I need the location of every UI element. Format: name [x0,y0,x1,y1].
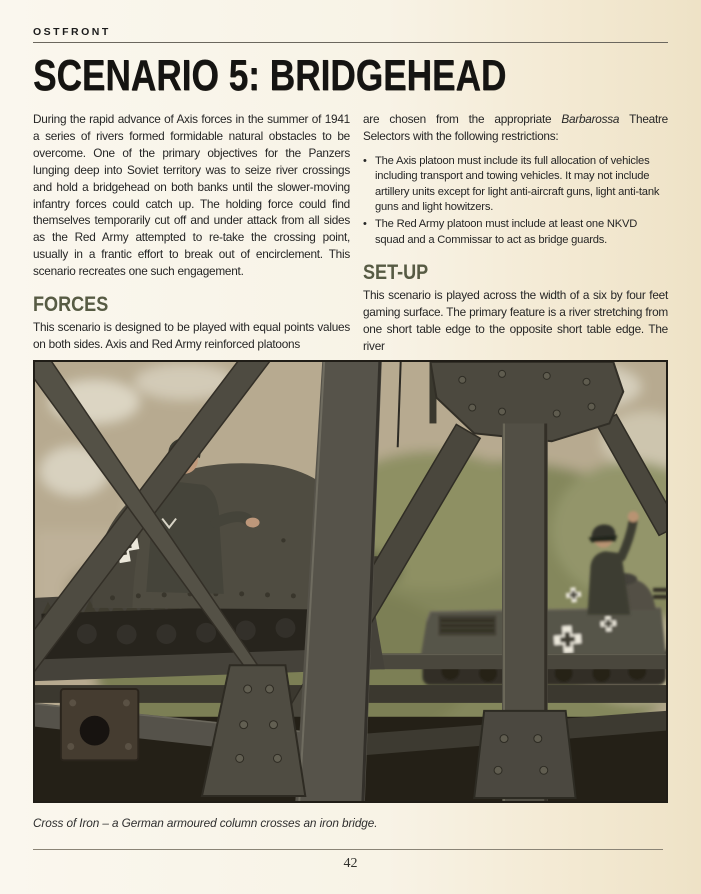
barbarossa-italic: Barbarossa [561,112,620,126]
restrictions-list [363,154,668,248]
anchor-plate [61,689,139,760]
forces-heading: FORCES [33,293,109,317]
page-number: 42 [343,856,358,871]
forces-cont-pre: are chosen from the appropriate [363,112,562,126]
restriction-item-axis: • The Axis platoon must include its full allocation of vehicles including transport and towing vehicles. It may not include artillery units except for light anti-aircraft guns, light anti-tank guns and light howitzers. [363,154,668,216]
left-column [33,111,350,355]
bridge-photo-illustration [35,362,666,801]
forces-cont-post: Theatre Selectors with the following restrictions: [363,112,668,143]
right-column [363,111,668,355]
intro-paragraph: During the rapid advance of Axis forces in the summer of 1941 a series of rivers formed formidable natural obstacles to be overcome. One of the primary objectives for the Panzers lunging deep into Soviet territory was to seize river crossings and hold a bridgehead on both banks until the slower-moving infantry forces could catch up. The holding force could find themselves temporarily cut off and under attack from all sides as the Red Army attempted to re-take the crossing point, usually in a frantic effort to break out of encirclement. This scenario recreates one such engagement. [33,112,350,279]
header-rule [33,42,668,43]
setup-paragraph: This scenario is played across the width of a six by four feet gaming surface. The primary feature is a river stretching from one short table edge to the opposite short table edge. The river [363,288,668,353]
footer-rule [33,849,663,850]
forces-continuation [363,111,668,145]
forces-paragraph: This scenario is designed to be played with equal points values on both sides. Axis and Red Army reinforced platoons [33,320,350,351]
photo-caption: Cross of Iron – a German armoured column crosses an iron bridge. [33,816,378,830]
page-title: SCENARIO 5: BRIDGEHEAD [33,51,507,100]
bridge-photo [33,360,668,803]
setup-heading: SET-UP [363,261,429,285]
chapter-kicker: OSTFRONT [33,26,111,38]
restriction-item-red-army: • The Red Army platoon must include at least one NKVD squad and a Commissar to act as bridge guards. [363,217,668,248]
two-column-text [33,111,668,355]
